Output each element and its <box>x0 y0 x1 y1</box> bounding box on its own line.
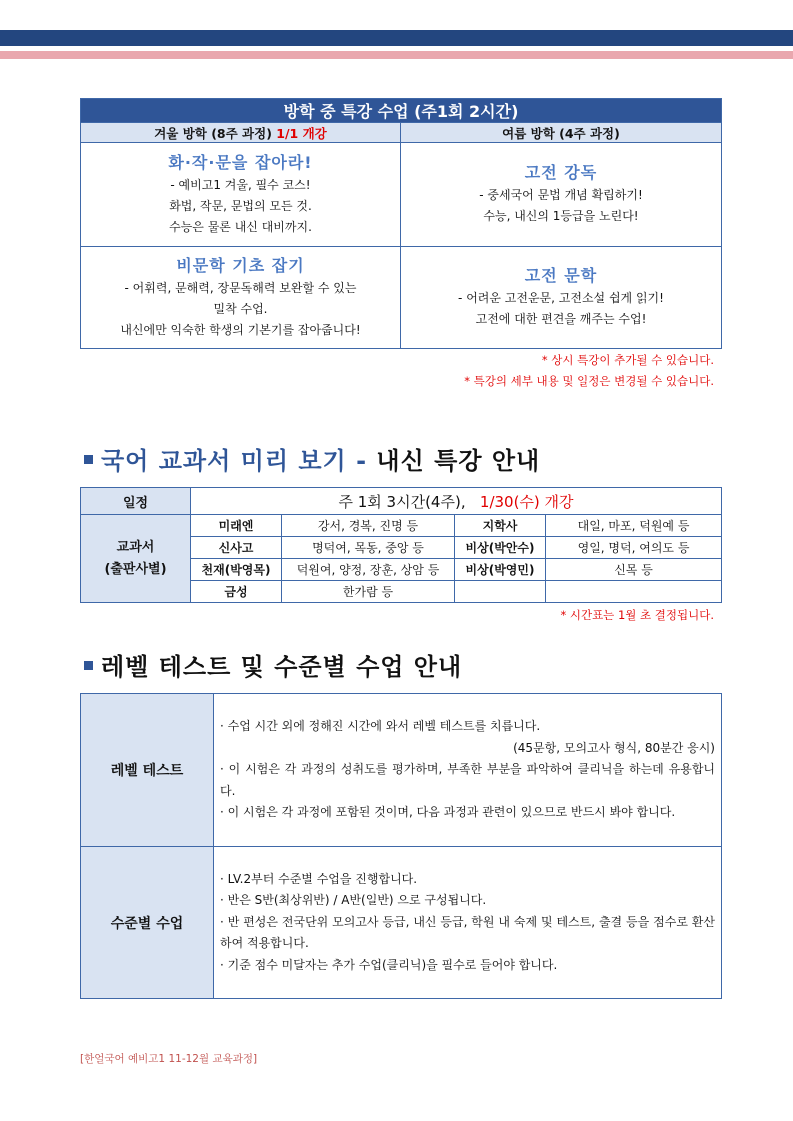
schools <box>546 581 722 603</box>
course-line: - 예비고1 겨울, 필수 코스! <box>170 177 311 192</box>
schools: 한가람 등 <box>282 581 455 603</box>
schedule-value <box>191 488 722 515</box>
course-line: - 중세국어 문법 개념 확립하기! <box>479 188 643 202</box>
schools: 대일, 마포, 덕원예 등 <box>546 515 722 537</box>
level-class-line: · 반은 S반(최상위반) / A반(일반) 으로 구성됩니다. <box>220 893 487 908</box>
schedule-label: 일정 <box>81 488 191 515</box>
header-band-pink <box>0 51 793 59</box>
schools: 덕원여, 양정, 장훈, 상암 등 <box>282 559 455 581</box>
summer-header: 여름 방학 (4주 과정) <box>401 123 722 143</box>
special-lecture-table <box>80 98 722 349</box>
heading-part-black: 내신 특강 안내 <box>376 447 541 475</box>
heading-part-blue: 국어 교과서 미리 보기 - <box>101 447 368 475</box>
schools: 강서, 경복, 진명 등 <box>282 515 455 537</box>
level-heading-text: 레벨 테스트 및 수준별 수업 안내 <box>101 653 463 681</box>
schools: 명덕여, 목동, 중앙 등 <box>282 537 455 559</box>
level-test-line: · 수업 시간 외에 정해진 시간에 와서 레벨 테스트를 치릅니다. <box>220 719 541 734</box>
publisher: 금성 <box>191 581 282 603</box>
level-section-heading <box>84 647 462 682</box>
course-heading: 고전 문학 <box>524 266 598 285</box>
course-line: 화법, 작문, 문법의 모든 것. <box>169 198 312 213</box>
course-heading: 고전 강독 <box>524 163 598 182</box>
textbook-section-heading <box>84 441 540 476</box>
winter-header <box>81 123 401 143</box>
level-test-line: (45문항, 모의고사 형식, 80분간 응시) <box>513 740 715 755</box>
schools: 신목 등 <box>546 559 722 581</box>
course-line: 내신에만 익숙한 학생의 기본기를 잡아줍니다! <box>120 322 361 337</box>
publisher: 신사고 <box>191 537 282 559</box>
level-test-line: · 이 시험은 각 과정의 성취도를 평가하며, 부족한 부분을 파악하여 클리닉을 하는데 유용합니다. <box>220 762 715 798</box>
schedule-text: 주 1회 3시간(4주), <box>338 492 466 511</box>
bullet-square-icon <box>84 455 93 464</box>
course-line: - 어휘력, 문해력, 장문독해력 보완할 수 있는 <box>124 280 357 295</box>
textbook-note: * 시간표는 1월 초 결정됩니다. <box>560 608 714 622</box>
publisher: 미래엔 <box>191 515 282 537</box>
level-class-line: · LV.2부터 수준별 수업을 진행합니다. <box>220 871 418 886</box>
publisher <box>455 581 546 603</box>
level-class-body <box>214 847 722 999</box>
publisher: 지학사 <box>455 515 546 537</box>
footer-label: [한얼국어 예비고1 11-12월 교육과정] <box>80 1053 258 1065</box>
winter-header-text: 겨울 방학 (8주 과정) <box>154 125 272 141</box>
level-test-line: · 이 시험은 각 과정에 포함된 것이며, 다음 과정과 관련이 있으므로 반드시 봐야 합니다. <box>220 805 676 820</box>
level-class-label: 수준별 수업 <box>81 847 214 999</box>
textbook-label-line2: (출판사별) <box>104 561 167 577</box>
course-heading: 비문학 기초 잡기 <box>176 255 305 275</box>
header-band-blue <box>0 30 793 46</box>
course-line: 밀착 수업. <box>213 301 268 316</box>
course-cell-nonliterature <box>81 247 401 349</box>
textbook-label <box>81 515 191 603</box>
publisher: 비상(박안수) <box>455 537 546 559</box>
level-class-line: · 기준 점수 미달자는 추가 수업(클리닉)을 필수로 들어야 합니다. <box>220 957 558 972</box>
special-note-2: * 특강의 세부 내용 및 일정은 변경될 수 있습니다. <box>464 374 714 388</box>
schools: 영일, 명덕, 여의도 등 <box>546 537 722 559</box>
course-line: 수능은 물론 내신 대비까지. <box>169 219 312 234</box>
publisher: 천재(박영목) <box>191 559 282 581</box>
course-heading: 화·작·문을 잡아라! <box>168 152 313 172</box>
winter-open-date: 1/1 개강 <box>276 125 327 141</box>
publisher: 비상(박영민) <box>455 559 546 581</box>
level-table <box>80 693 722 999</box>
course-line: - 어려운 고전운문, 고전소설 쉽게 읽기! <box>458 291 664 305</box>
special-lecture-title: 방학 중 특강 수업 (주1회 2시간) <box>81 99 722 123</box>
course-line: 고전에 대한 편견을 깨주는 수업! <box>475 312 647 326</box>
special-note-1: * 상시 특강이 추가될 수 있습니다. <box>541 353 714 367</box>
level-class-line: · 반 편성은 전국단위 모의고사 등급, 내신 등급, 학원 내 숙제 및 테스트, 출결 등을 점수로 환산하여 적용합니다. <box>220 914 715 951</box>
course-cell-classic-reading <box>401 143 722 247</box>
schedule-open-date: 1/30(수) 개강 <box>479 492 574 511</box>
bullet-square-icon <box>84 661 93 670</box>
level-test-label: 레벨 테스트 <box>81 694 214 847</box>
textbook-table <box>80 487 722 603</box>
textbook-label-line1: 교과서 <box>116 539 155 555</box>
course-line: 수능, 내신의 1등급을 노린다! <box>483 209 639 223</box>
course-cell-classic-literature <box>401 247 722 349</box>
course-cell-hwajakmun <box>81 143 401 247</box>
level-test-body <box>214 694 722 847</box>
